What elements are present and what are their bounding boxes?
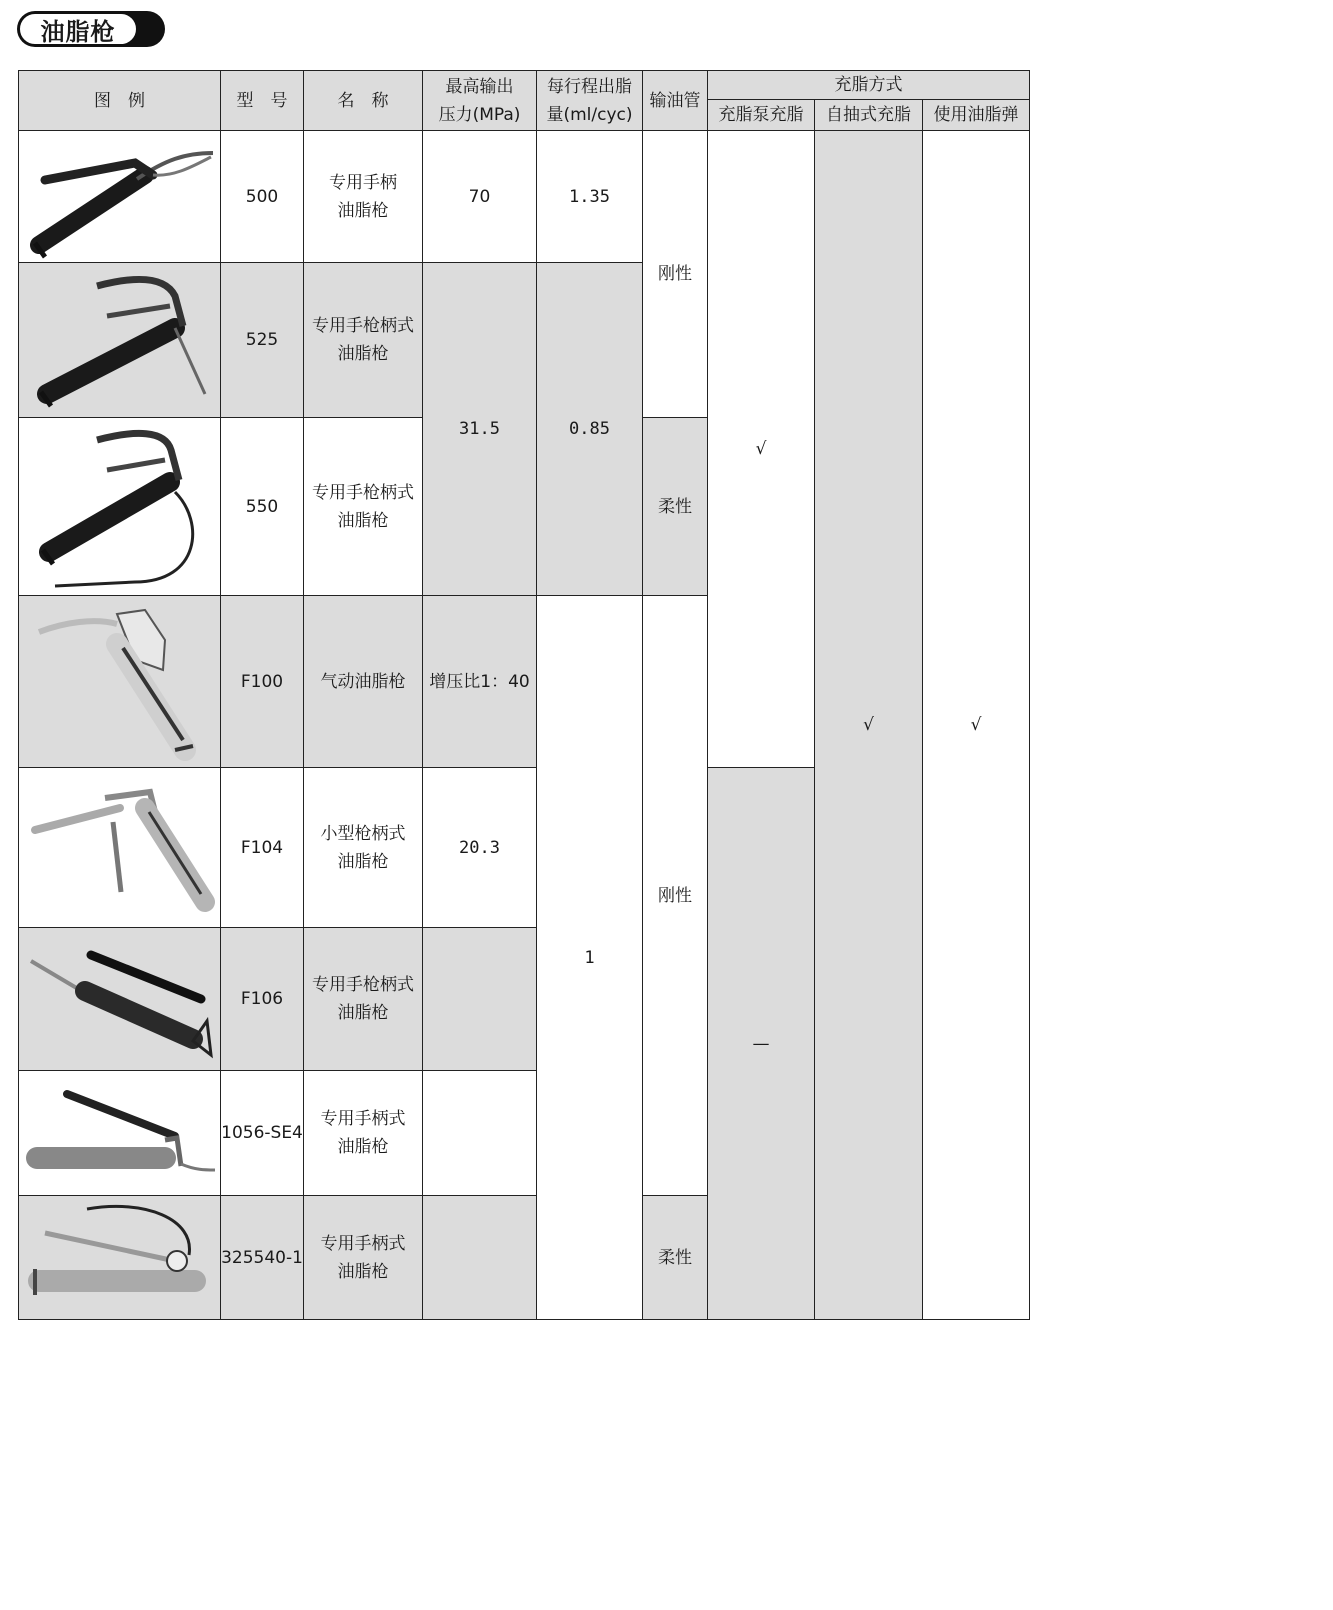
header-fill-cartridge: 使用油脂弹 [923, 100, 1030, 131]
header-fill-self: 自抽式充脂 [815, 100, 923, 131]
table-row-name: 专用手柄式 油脂枪 [304, 1196, 423, 1320]
grease-gun-icon [25, 772, 215, 924]
table-row-model: 550 [221, 418, 304, 596]
header-name: 名 称 [304, 71, 423, 131]
row-image [19, 1071, 221, 1196]
table-row-name: 气动油脂枪 [304, 596, 423, 768]
table-row-model: 525 [221, 263, 304, 418]
pressure-cell: 31.5 [423, 263, 537, 596]
table-row-name: 小型枪柄式 油脂枪 [304, 768, 423, 928]
grease-gun-icon [25, 931, 215, 1067]
output-cell: 1 [537, 596, 643, 1320]
table-row-model: 500 [221, 131, 304, 263]
row-image [19, 768, 221, 928]
header-fill-method: 充脂方式 [708, 71, 1030, 100]
row-image [19, 1196, 221, 1320]
grease-gun-icon [25, 1074, 215, 1192]
grease-gun-icon [25, 600, 215, 764]
header-image: 图 例 [19, 71, 221, 131]
spec-table [18, 70, 1030, 1320]
fill-cartridge-cell: √ [923, 131, 1030, 1320]
page-title: 油脂枪 [19, 13, 137, 45]
table-row-model: F104 [221, 768, 304, 928]
grease-gun-icon [25, 135, 215, 259]
row-image [19, 263, 221, 418]
grease-gun-icon [25, 422, 215, 592]
table-row-name: 专用手柄式 油脂枪 [304, 1071, 423, 1196]
title-badge [17, 11, 165, 47]
hose-cell: 刚性 [643, 131, 708, 418]
grease-gun-icon [25, 1199, 215, 1317]
pressure-cell: 20.3 [423, 768, 537, 928]
pressure-cell: 70 [423, 131, 537, 263]
table-row-model: 325540-1 [221, 1196, 304, 1320]
row-image [19, 418, 221, 596]
fill-pump-cell: — [708, 768, 815, 1320]
header-model: 型 号 [221, 71, 304, 131]
fill-self-cell: √ [815, 131, 923, 1320]
pressure-cell [423, 1071, 537, 1196]
header-fill-pump: 充脂泵充脂 [708, 100, 815, 131]
table-row-model: 1056-SE4 [221, 1071, 304, 1196]
pressure-cell: 增压比1：40 [423, 596, 537, 768]
pressure-cell [423, 928, 537, 1071]
header-hose: 输油管 [643, 71, 708, 131]
table-row-model: F100 [221, 596, 304, 768]
output-cell: 0.85 [537, 263, 643, 596]
table-row-name: 专用手枪柄式 油脂枪 [304, 263, 423, 418]
header-pressure: 最高输出 压力(MPa) [423, 71, 537, 131]
grease-gun-icon [25, 266, 215, 414]
table-row-name: 专用手枪柄式 油脂枪 [304, 928, 423, 1071]
pressure-cell [423, 1196, 537, 1320]
table-row-name: 专用手枪柄式 油脂枪 [304, 418, 423, 596]
hose-cell: 柔性 [643, 418, 708, 596]
hose-cell: 柔性 [643, 1196, 708, 1320]
table-row-name: 专用手柄 油脂枪 [304, 131, 423, 263]
output-cell: 1.35 [537, 131, 643, 263]
table-row-model: F106 [221, 928, 304, 1071]
header-output: 每行程出脂 量(ml/cyc) [537, 71, 643, 131]
row-image [19, 596, 221, 768]
row-image [19, 928, 221, 1071]
hose-cell: 刚性 [643, 596, 708, 1196]
fill-pump-cell: √ [708, 131, 815, 768]
row-image [19, 131, 221, 263]
